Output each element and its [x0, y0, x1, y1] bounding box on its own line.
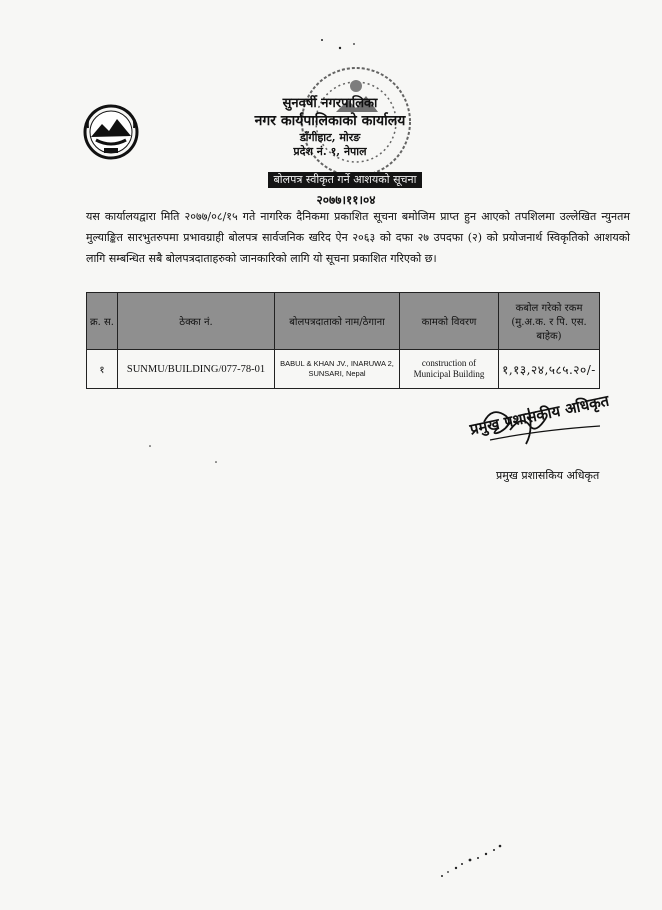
nepal-emblem-icon: [82, 104, 140, 160]
bid-table: [86, 292, 600, 389]
header-bidder: बोलपत्रदाताको नाम/ठेगाना: [275, 293, 400, 350]
letterhead: [220, 96, 440, 159]
cell-sn: १: [87, 350, 118, 389]
municipality-name: सुनवर्षी नगरपालिका: [282, 96, 378, 111]
header-work: कामको विवरण: [400, 293, 499, 350]
signatory-title: प्रमुख प्रशासकिय अधिकृत: [496, 469, 600, 482]
header-contract-no: ठेक्का नं.: [118, 293, 275, 350]
signature-stamp: प्रमुख प्रशासकीय अधिकृत: [468, 391, 611, 439]
header-sn: क्र. स.: [87, 293, 118, 350]
province-country: प्रदेश नं. १, नेपाल: [293, 145, 367, 158]
cell-work: construction of Municipal Building: [400, 350, 499, 389]
notice-body: यस कार्यालयद्वारा मिति २०७७/०८/१५ गते नागरिक दैनिकमा प्रकाशित सूचना बमोजिम प्राप्त हुन आएको तपशिलमा उल्लेखित न्युनतम मुल्याङ्कित सारभुतरुपमा प्रभावग्राही बोलपत्र सार्वजनिक खरिद ऐन २०६३ को दफा २७ उपदफा (२) को प्रयोजनार्थ स्विकृतिको आशयको लागि सम्बन्धित सबै बोलपत्रदाताहरुको जानकारिको लागि यो सूचना प्रकाशित गरिएको छ।: [86, 210, 630, 265]
cell-amount: १,१३,२४,५८५.२०/-: [499, 350, 600, 389]
cell-bidder: BABUL & KHAN JV., INARUWA 2, SUNSARI, Nepal: [275, 350, 400, 389]
notice-date: २०७७।११।०४: [316, 193, 376, 207]
header-amount: कबोल गरेको रकम (मु.अ.क. र पि. एस. बाहेक): [499, 293, 600, 350]
table-header-row: [87, 293, 600, 350]
office-name: नगर कार्यपालिकाको कार्यालय: [254, 113, 406, 129]
notice-title: बोलपत्र स्वीकृत गर्ने आशयको सूचना: [268, 172, 422, 188]
table-row: [87, 350, 600, 389]
office-location: डाँगीहाट, मोरङ: [299, 131, 361, 144]
cell-contract-no: SUNMU/BUILDING/077-78-01: [118, 350, 275, 389]
